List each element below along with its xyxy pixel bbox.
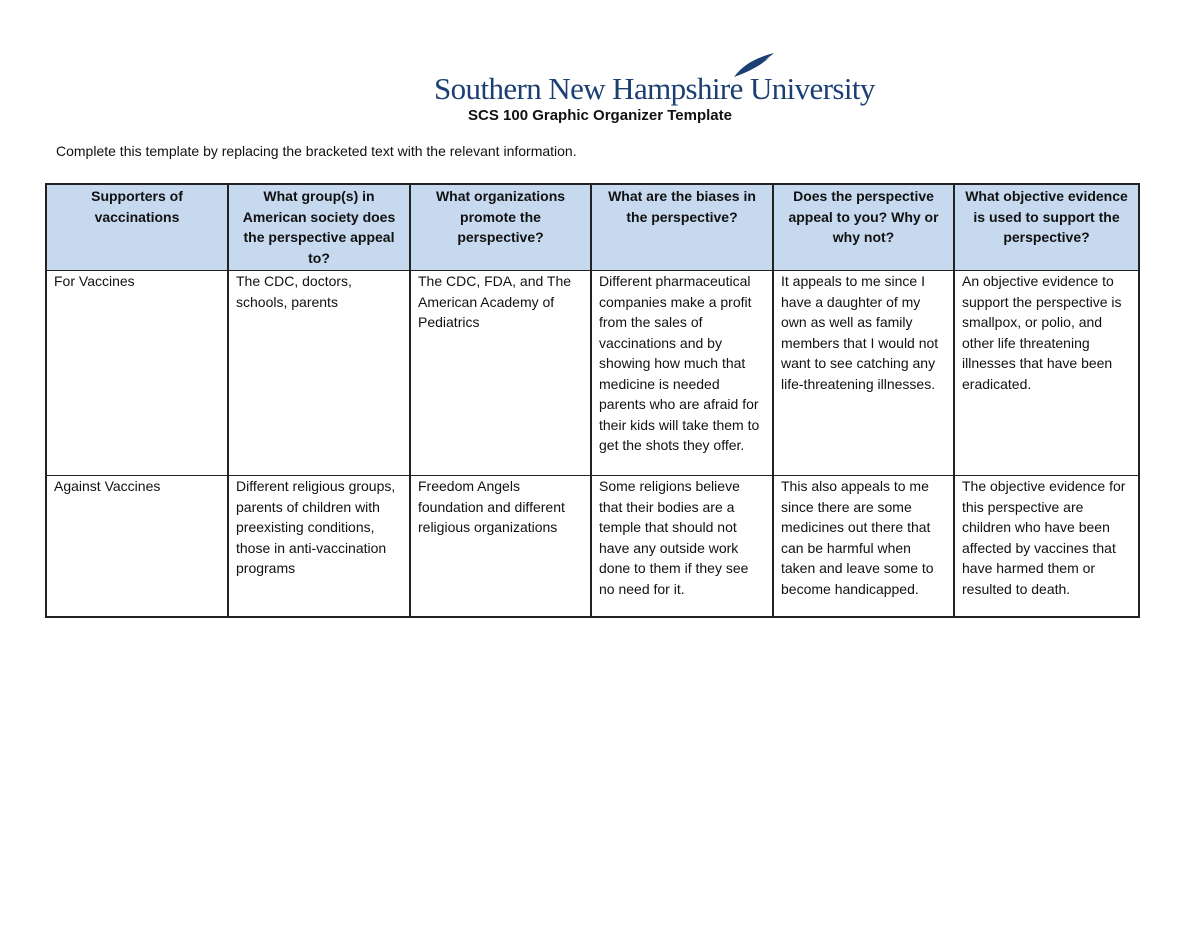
table-cell: The CDC, doctors, schools, parents	[228, 271, 410, 476]
university-logo	[434, 52, 875, 106]
column-header: What objective evidence is used to support the perspective?	[954, 184, 1139, 271]
table-cell: Freedom Angels foundation and different religious organizations	[410, 476, 591, 618]
table-cell: Some religions believe that their bodies are a temple that should not have any outside work done to them if they see no need for it.	[591, 476, 773, 618]
table-cell: For Vaccines	[46, 271, 228, 476]
table-cell: The CDC, FDA, and The American Academy of Pediatrics	[410, 271, 591, 476]
table-cell: Against Vaccines	[46, 476, 228, 618]
page-title: SCS 100 Graphic Organizer Template	[468, 107, 732, 124]
instructions-text: Complete this template by replacing the bracketed text with the relevant information.	[56, 143, 577, 159]
table-cell: The objective evidence for this perspective are children who have been affected by vaccines that have harmed them or resulted to death.	[954, 476, 1139, 618]
table-row	[46, 476, 1139, 618]
column-header: Does the perspective appeal to you? Why or why not?	[773, 184, 954, 271]
table-row	[46, 271, 1139, 476]
table-cell: Different pharmaceutical companies make a profit from the sales of vaccinations and by showing how much that medicine is needed parents who are afraid for their kids will take them to get the shots they offer.	[591, 271, 773, 476]
university-name: Southern New Hampshire University	[434, 71, 875, 106]
column-header: What are the biases in the perspective?	[591, 184, 773, 271]
column-header: What group(s) in American society does the perspective appeal to?	[228, 184, 410, 271]
column-header: Supporters of vaccinations	[46, 184, 228, 271]
table-header-row	[46, 184, 1139, 271]
column-header: What organizations promote the perspective?	[410, 184, 591, 271]
table-cell: This also appeals to me since there are some medicines out there that can be harmful when taken and leave some to become handicapped.	[773, 476, 954, 618]
graphic-organizer-table	[45, 183, 1140, 618]
table-cell: It appeals to me since I have a daughter of my own as well as family members that I would not want to see catching any life-threatening illnesses.	[773, 271, 954, 476]
table-cell: An objective evidence to support the perspective is smallpox, or polio, and other life threatening illnesses that have been eradicated.	[954, 271, 1139, 476]
table-cell: Different religious groups, parents of children with preexisting conditions, those in anti-vaccination programs	[228, 476, 410, 618]
